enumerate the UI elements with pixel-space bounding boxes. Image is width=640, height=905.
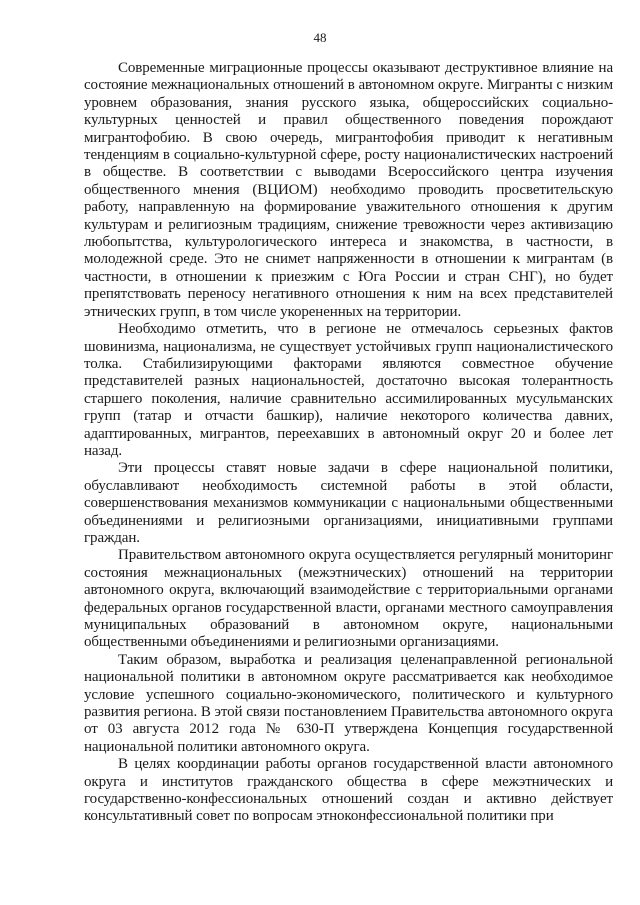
paragraph-new-tasks: Эти процессы ставят новые задачи в сфере национальной политики, обуславливают необходимость системной работы в этой области, совершенствования механизмов коммуникации с национальными общественными объединениями и религиозными организациями, инициативными группами граждан. bbox=[84, 460, 613, 546]
paragraph-stabilizing-factors: Необходимо отметить, что в регионе не отмечалось серьезных фактов шовинизма, национализма, не существует устойчивых групп националистического толка. Стабилизирующими факторами являются совместное обучение представителей разных национальностей, достаточно высокая толерантность старшего поколения, наличие сравнительно ассимилированных мусульманских групп (татар и отчасти башкир), наличие некоторого количества давних, адаптированных, мигрантов, переехавших в автономный округ 20 и более лет назад. bbox=[84, 321, 613, 459]
page-number: 48 bbox=[313, 30, 327, 45]
paragraph-national-policy: Таким образом, выработка и реализация целенаправленной региональной национальной политики в автономном округе рассматривается как необходимое условие успешного социально-экономического, политического и культурного развития региона. В этой связи постановлением Правительства автономного округа от 03 августа 2012 года № 630-П утверждена Концепция государственной национальной политики автономного округа. bbox=[84, 651, 613, 755]
paragraph-migration-processes: Современные миграционные процессы оказывают деструктивное влияние на состояние межнациональных отношений в автономном округе. Мигранты с низким уровнем образования, знания русского языка, общероссийских социально-культурных ценностей и правил общественного поведения порождают мигрантофобию. В свою очередь, мигрантофобия приводит к негативным тенденциям в социально-культурной сфере, росту националистических настроений в обществе. В соответствии с выводами Всероссийского центра изучения общественного мнения (ВЦИОМ) необходимо проводить просветительскую работу, направленную на формирование уважительного отношения к другим культурам и религиозным традициям, снижение тревожности через активизацию любопытства, культурологического интереса и знакомства, в частности, в молодежной среде. Это не снимет напряженности в отношении к мигрантам (в частности, в отношении к приезжим с Юга России и стран СНГ), но будет препятствовать переносу негативного отношения к ним на всех представителей этнических групп, в том числе укорененных на территории. bbox=[84, 60, 613, 320]
document-body bbox=[84, 60, 613, 826]
paragraph-monitoring: Правительством автономного округа осуществляется регулярный мониторинг состояния межнациональных (межэтнических) отношений на территории автономного округа, включающий взаимодействие с территориальными органами федеральных органов государственной власти, органами местного самоуправления муниципальных образований в автономном округе, национальными общественными объединениями и религиозными организациями. bbox=[84, 547, 613, 651]
paragraph-coordination: В целях координации работы органов государственной власти автономного округа и институтов гражданского общества в сфере межэтнических и государственно-конфессиональных отношений создан и активно действует консультативный совет по вопросам этноконфессиональной политики при bbox=[84, 756, 613, 825]
